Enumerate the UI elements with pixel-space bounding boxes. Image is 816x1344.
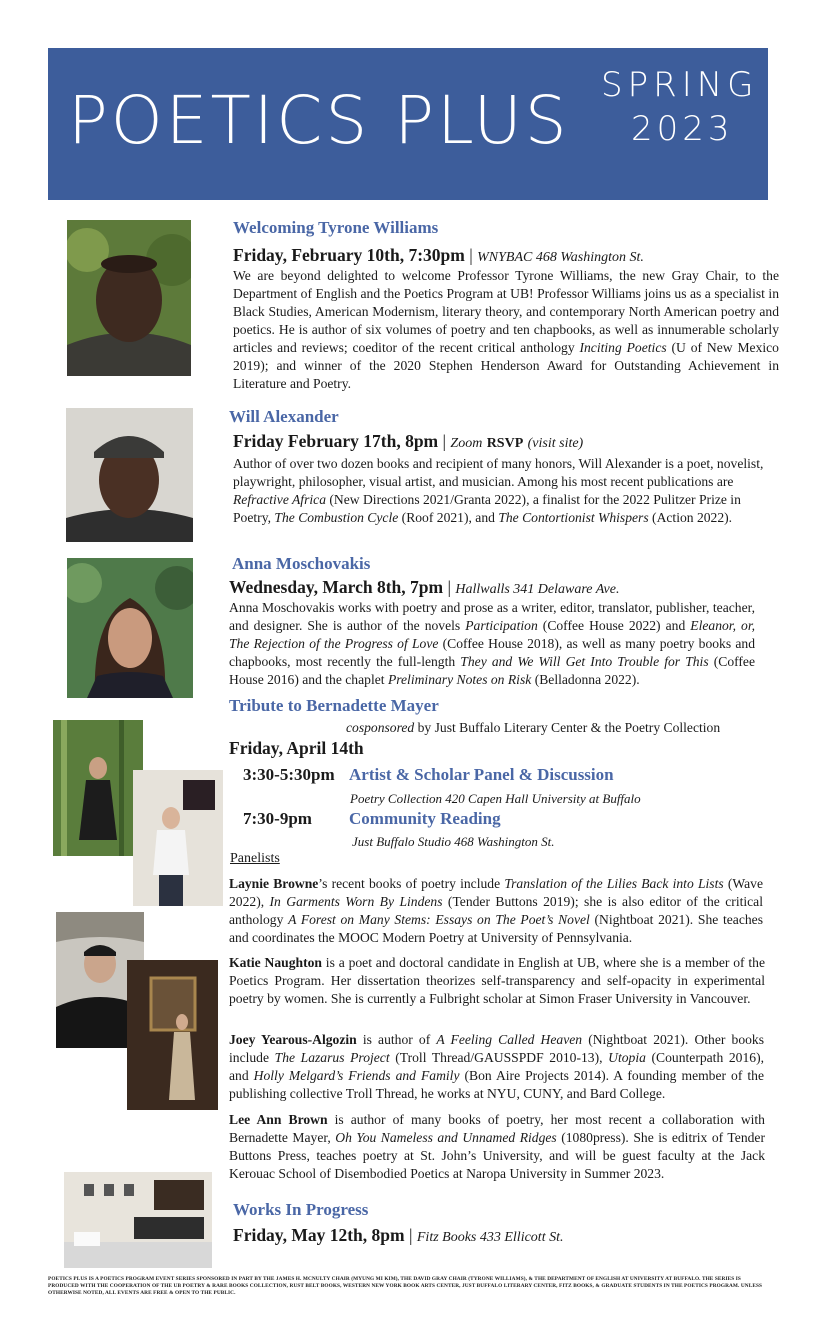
panelist-laynie-browne: Laynie Browne’s recent books of poetry include Translation of the Lilies Back into Lists (Wave 2022), In Garments Worn By Lindens (Tender Buttons 2019); she is also editor of the critical anthology A Forest on Many Stems: Essays on The Poet’s Novel (Nightboat 2021). She teaches and coordinates the MOOC Modern Poetry at University of Pennsylvania. xyxy=(229,876,763,945)
session-2-place: Just Buffalo Studio 468 Washington St. xyxy=(352,834,555,849)
event-3-venue: Hallwalls 341 Delaware Ave. xyxy=(455,582,620,597)
panelist-katie-naughton: Katie Naughton is a poet and doctoral candidate in English at UB, where she is a member of the Poetics Program. Her dissertation theorizes self-transparency and self-opacity in experimental poetry by women. She is currently a Fulbright scholar at Simon Fraser University in Vancouver. xyxy=(229,955,766,1006)
tribute-heading: Tribute to Bernadette Mayer xyxy=(229,696,439,715)
wip-datetime: Friday, May 12th, 8pm | Fitz Books 433 Ellicott St. xyxy=(233,1225,564,1245)
wip-date: Friday, May 12th, 8pm xyxy=(233,1225,405,1245)
session-2-title: Community Reading xyxy=(349,809,501,828)
tribute-date: Friday, April 14th xyxy=(229,738,364,758)
event-3-date: Wednesday, March 8th, 7pm xyxy=(229,577,444,597)
works-in-progress-photo xyxy=(64,1172,212,1268)
event-1-venue: WNYBAC 468 Washington St. xyxy=(477,250,644,265)
wip-heading: Works In Progress xyxy=(233,1200,369,1219)
session-1-place: Poetry Collection 420 Capen Hall University at Buffalo xyxy=(350,791,641,806)
session-1-time: 3:30-5:30pm xyxy=(243,765,335,784)
event-3-heading: Anna Moschovakis xyxy=(232,554,371,573)
laynie-browne-photo xyxy=(53,720,143,856)
page-title: POETICS PLUS xyxy=(68,82,570,159)
event-1-description: We are beyond delighted to welcome Professor Tyrone Williams, the new Gray Chair, to the Department of English and the Poetics Program at UB! Professor Williams joins us as a specialist in Black Studies, American Modernism, literary theory, and contemporary North American poetry and poetics. He is author of six volumes of poetry and ten chapbooks, as well as innumerable scholarly articles and reviews; coeditor of the recent critical anthology Inciting Poetics (U of New Mexico 2019); and winner of the 2020 Stephen Henderson Award for Outstanding Achievement in Literature and Poetry. xyxy=(233,268,779,391)
tribute-cosponsor: cosponsored by Just Buffalo Literary Center & the Poetry Collection xyxy=(346,720,721,735)
season-label: SPRING xyxy=(601,65,759,105)
panelists-label: Panelists xyxy=(230,851,280,866)
panelist-lee-ann-brown: Lee Ann Brown is author of many books of poetry, her most recent a collaboration with Bernadette Mayer, Oh You Nameless and Unnamed Ridges (1080press). She is editrix of Tender Buttons Press, teaches poetry at St. John’s University, and will be guest faculty at the Jack Kerouac School of Disembodied Poetics at Naropa University in Summer 2023. xyxy=(229,1112,765,1181)
event-1-heading: Welcoming Tyrone Williams xyxy=(233,218,439,237)
panelist-joey-yearous-algozin: Joey Yearous-Algozin is author of A Feeling Called Heaven (Nightboat 2021). Other books include The Lazarus Project (Troll Thread/GAUSSPDF 2010-13), Utopia (Counterpath 2016), and Holly Melgard’s Friends and Family (Bon Aire Projects 2014). A founding member of the publishing collective Troll Thread, he works at NYU, CUNY, and Bard College. xyxy=(229,1032,765,1101)
event-1-date: Friday, February 10th, 7:30pm xyxy=(233,245,465,265)
session-1-title: Artist & Scholar Panel & Discussion xyxy=(349,765,614,784)
wip-venue: Fitz Books 433 Ellicott St. xyxy=(416,1230,564,1245)
footer-credits: POETICS PLUS IS A POETICS PROGRAM EVENT SERIES SPONSORED IN PART BY THE JAMES H. MCNULTY CHAIR (MYUNG MI KIM), THE DAVID GRAY CHAIR (TYRONE WILLIAMS), & THE DEPARTMENT OF ENGLISH AT UNIVERSITY AT BUFFALO. THE SERIES IS PRODUCED WITH THE COOPERATION OF THE UB POETRY & RARE BOOKS COLLECTION, RUST BELT BOOKS, WESTERN NEW YORK BOOK ARTS CENTER, JUST BUFFALO LITERARY CENTER, FITZ BOOKS, & GRADUATE STUDENTS IN THE POETICS PROGRAM. UNLESS OTHERWISE NOTED, ALL EVENTS ARE FREE & OPEN TO THE PUBLIC. xyxy=(48,1276,763,1296)
event-2-datetime: Friday February 17th, 8pm | Zoom RSVP (visit site) xyxy=(233,431,584,451)
event-2-description: Author of over two dozen books and recipient of many honors, Will Alexander is a poet, novelist, playwright, philosopher, visual artist, and musician. Among his most recent publications are Refractive Africa (New Directions 2021/Granta 2022), a finalist for the 2022 Pulitzer Prize in Poetry, The Combustion Cycle (Roof 2021), and The Contortionist Whispers (Action 2022). xyxy=(233,456,764,525)
will-alexander-photo xyxy=(66,408,193,542)
event-3-description: Anna Moschovakis works with poetry and prose as a writer, editor, translator, publisher, teacher, and designer. She is author of the novels Participation (Coffee House 2022) and Eleanor, or, The Rejection of the Progress of Love (Coffee House 2018), as well as many poetry books and chapbooks, most recently the full-length They and We Will Get Into Trouble for This (Coffee House 2016) and the chaplet Preliminary Notes on Risk (Belladonna 2022). xyxy=(229,600,756,687)
event-2-heading: Will Alexander xyxy=(229,407,339,426)
lee-ann-brown-photo xyxy=(127,960,218,1110)
session-2-time: 7:30-9pm xyxy=(243,809,312,828)
event-1-datetime: Friday, February 10th, 7:30pm | WNYBAC 468 Washington St. xyxy=(233,245,644,265)
header-banner xyxy=(48,48,768,200)
year-label: 2023 xyxy=(631,109,734,149)
visit-site-link[interactable]: (visit site) xyxy=(527,436,584,451)
anna-moschovakis-photo xyxy=(67,558,193,698)
tyrone-williams-photo xyxy=(67,220,191,376)
event-3-datetime: Wednesday, March 8th, 7pm | Hallwalls 341 Delaware Ave. xyxy=(229,577,620,597)
rsvp-label: RSVP xyxy=(486,436,524,451)
katie-naughton-photo xyxy=(133,770,223,906)
event-2-date: Friday February 17th, 8pm xyxy=(233,431,439,451)
